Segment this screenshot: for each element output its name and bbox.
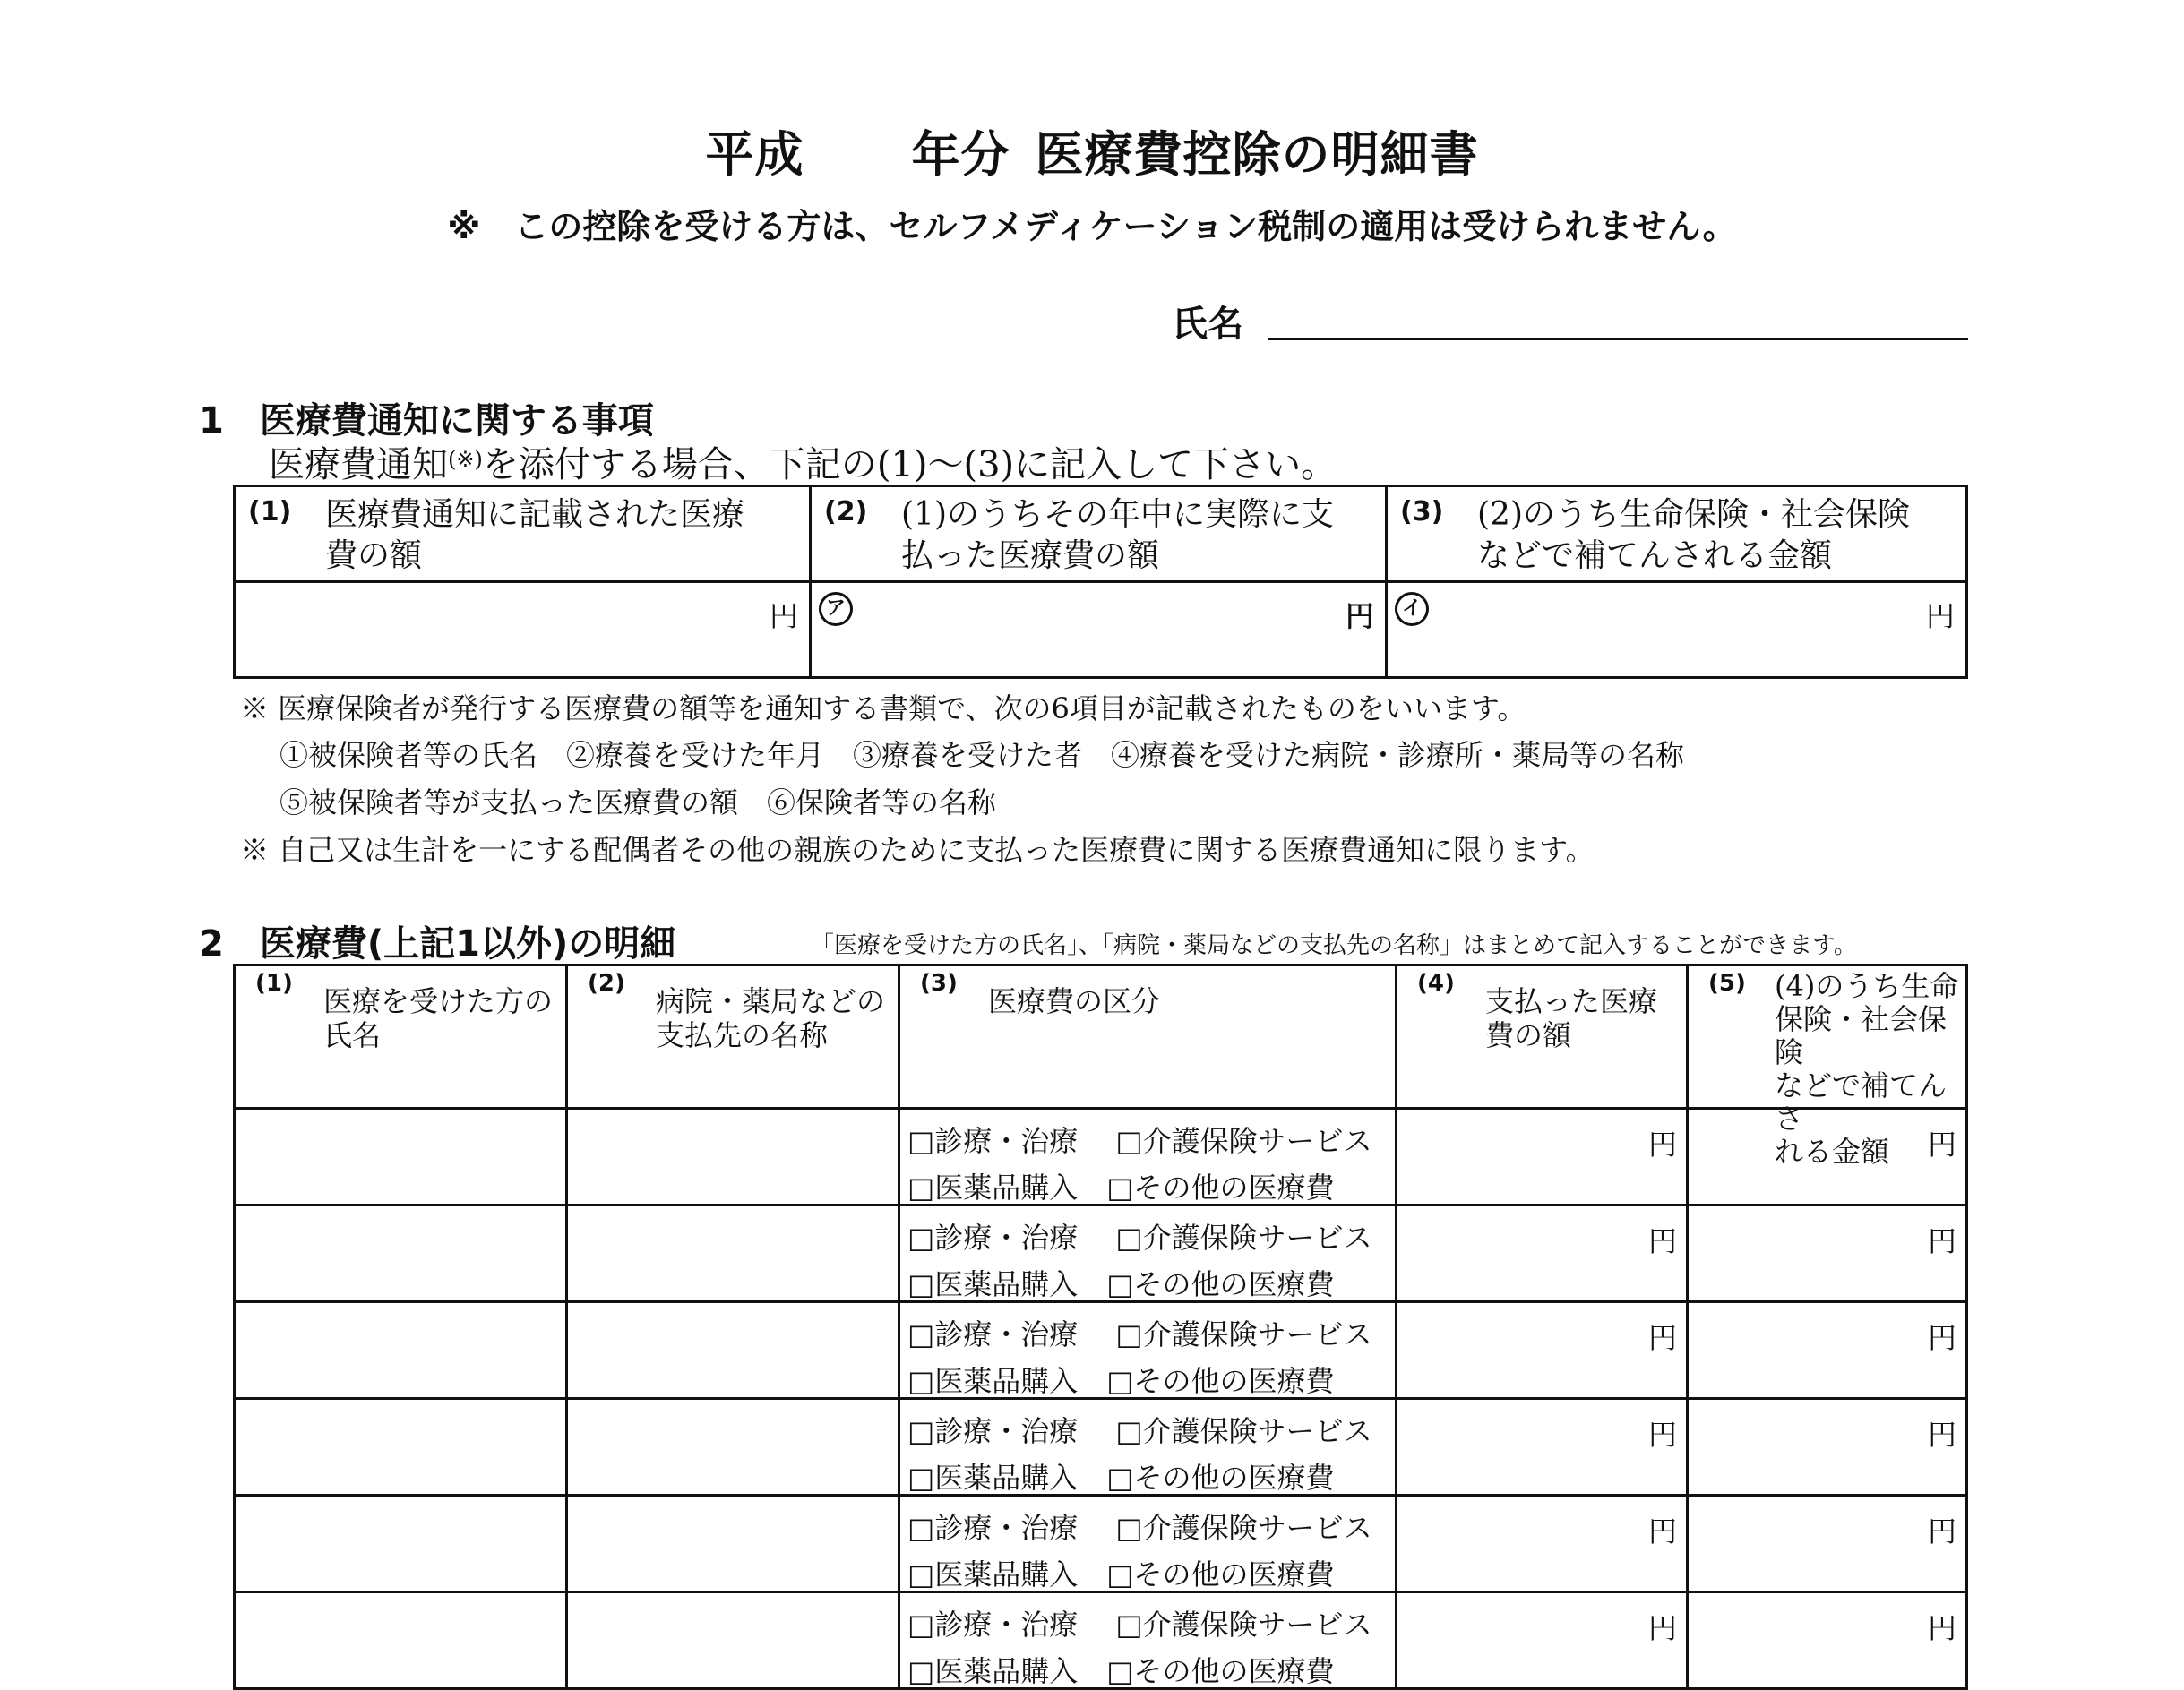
expense-col1-header: [235, 965, 567, 1109]
expense-col5-line3: などで補てんさ: [1775, 1068, 1948, 1136]
yen-unit: 円: [1647, 1321, 1677, 1355]
expense-col4-line2: 費の額: [1485, 1018, 1572, 1052]
expense-category-cell: [899, 1109, 1397, 1205]
yen-unit: 円: [1647, 1224, 1677, 1258]
section1-instruction-sup: (※): [448, 447, 483, 472]
notice-col2-num: (2): [824, 496, 868, 528]
payee-name-field[interactable]: [567, 1399, 899, 1496]
payee-name-field[interactable]: [567, 1109, 899, 1205]
payee-name-field[interactable]: [567, 1592, 899, 1689]
patient-name-field[interactable]: [235, 1496, 567, 1592]
name-field-line[interactable]: [1268, 338, 1968, 340]
self-medication-notice: ※ この控除を受ける方は、セルフメディケーション税制の適用は受けられません。: [447, 207, 1737, 246]
notice-col1-label-line2: 費の額: [325, 537, 423, 574]
paid-amount-field[interactable]: [1397, 1302, 1688, 1399]
circled-i-icon: イ: [1395, 592, 1429, 626]
medical-expense-table: [233, 964, 1968, 1690]
section1-instruction: [269, 446, 1337, 487]
table-row: [235, 1302, 1967, 1399]
reimbursed-amount-field[interactable]: [1688, 1592, 1967, 1689]
paid-amount-field[interactable]: [1397, 1205, 1688, 1302]
reimbursed-amount-field[interactable]: [1688, 1109, 1967, 1205]
payee-name-field[interactable]: [567, 1302, 899, 1399]
table-row: [235, 1592, 1967, 1689]
expense-col5-header: [1688, 965, 1967, 1169]
reimbursed-amount-field[interactable]: [1688, 1399, 1967, 1496]
page-title: [0, 116, 2184, 185]
expense-col5-line1: (4)のうち生命: [1775, 969, 1959, 1003]
section1-note-3: ⑤被保険者等が支払った医療費の額 ⑥保険者等の名称: [279, 785, 997, 819]
title-year-suffix: 年分: [911, 126, 1010, 183]
category-options-line2[interactable]: □医薬品購入 □その他の医療費: [907, 1557, 1335, 1591]
expense-category-cell: [899, 1399, 1397, 1496]
expense-rows: [235, 1109, 1967, 1689]
section2-heading: 2 医療費(上記1以外)の明細: [199, 923, 676, 965]
section1-note-1: ※ 医療保険者が発行する医療費の額等を通知する書類で、次の6項目が記載されたものをいいます。: [240, 691, 1526, 725]
table-row: [235, 1399, 1967, 1496]
notice-col2-header: [811, 486, 1387, 582]
section1-instruction-a: 医療費通知: [269, 444, 448, 485]
circled-a-icon: ア: [819, 592, 853, 626]
notice-amount-field-2[interactable]: [811, 582, 1387, 678]
reimbursed-amount-field[interactable]: [1688, 1205, 1967, 1302]
yen-unit: 円: [1647, 1611, 1677, 1645]
expense-col5-line4: れる金額: [1775, 1135, 1890, 1169]
yen-unit: 円: [1927, 1128, 1956, 1162]
expense-col2-num: (2): [588, 970, 625, 997]
patient-name-field[interactable]: [235, 1205, 567, 1302]
expense-col2-header: [567, 965, 899, 1109]
yen-unit: 円: [1647, 1128, 1677, 1162]
yen-unit: 円: [1927, 1611, 1956, 1645]
table-row: [235, 1205, 1967, 1302]
patient-name-field[interactable]: [235, 1399, 567, 1496]
name-label: 氏名: [1172, 304, 1243, 345]
expense-col2-line1: 病院・薬局などの: [656, 984, 886, 1018]
yen-unit: 円: [1927, 1418, 1956, 1452]
expense-col2-line2: 支払先の名称: [656, 1018, 829, 1052]
expense-col3-num: (3): [920, 970, 958, 997]
payee-name-field[interactable]: [567, 1496, 899, 1592]
expense-col1-num: (1): [255, 970, 293, 997]
paid-amount-field[interactable]: [1397, 1592, 1688, 1689]
patient-name-field[interactable]: [235, 1302, 567, 1399]
section1-note-4: ※ 自己又は生計を一にする配偶者その他の親族のために支払った医療費に関する医療費通知に限ります。: [240, 833, 1595, 867]
expense-category-cell: [899, 1592, 1397, 1689]
category-options-line2[interactable]: □医薬品購入 □その他の医療費: [907, 1461, 1335, 1495]
notice-col1-header: [235, 486, 811, 582]
section1-heading: 1 医療費通知に関する事項: [199, 400, 654, 442]
yen-unit: 円: [1927, 1321, 1956, 1355]
expense-col5-line2: 保険・社会保険: [1775, 1002, 1948, 1069]
yen-unit: 円: [1927, 1224, 1956, 1258]
expense-col3-line1: 医療費の区分: [988, 984, 1161, 1018]
section1-note-2: ①被保険者等の氏名 ②療養を受けた年月 ③療養を受けた者 ④療養を受けた病院・診療所・薬局等の名称: [279, 738, 1685, 772]
expense-col5-num: (5): [1708, 970, 1746, 997]
yen-unit: 円: [1647, 1418, 1677, 1452]
notice-col3-label-line2: などで補てんされる金額: [1477, 537, 1833, 574]
notice-col3-label-line1: (2)のうち生命保険・社会保険: [1477, 496, 1910, 533]
category-options-line1[interactable]: □診療・治療 □介護保険サービス: [907, 1414, 1372, 1448]
table-row: [235, 1109, 1967, 1205]
expense-col1-line2: 氏名: [323, 1018, 382, 1052]
category-options-line1[interactable]: □診療・治療 □介護保険サービス: [907, 1317, 1372, 1351]
table-row: [235, 1496, 1967, 1592]
notice-col1-label-line1: 医療費通知に記載された医療: [325, 496, 745, 533]
expense-col3-header: [899, 965, 1397, 1109]
yen-unit: 円: [769, 599, 798, 633]
notice-col3-num: (3): [1400, 496, 1444, 528]
notice-col2-label-line2: 払った医療費の額: [901, 537, 1160, 574]
expense-col4-header: [1397, 965, 1688, 1109]
title-doc-name: 医療費控除の明細書: [1035, 126, 1479, 183]
paid-amount-field[interactable]: [1397, 1399, 1688, 1496]
notice-col3-header: [1387, 486, 1967, 582]
expense-col1-line1: 医療を受けた方の: [323, 984, 554, 1018]
title-era: 平成: [705, 126, 804, 183]
category-options-line1[interactable]: □診療・治療 □介護保険サービス: [907, 1608, 1372, 1642]
patient-name-field[interactable]: [235, 1109, 567, 1205]
category-options-line1[interactable]: □診療・治療 □介護保険サービス: [907, 1221, 1372, 1255]
yen-unit: 円: [1647, 1514, 1677, 1548]
section1-instruction-b: を添付する場合、下記の(1)～(3)に記入して下さい。: [482, 444, 1337, 485]
patient-name-field[interactable]: [235, 1592, 567, 1689]
expense-category-cell: [899, 1205, 1397, 1302]
notice-amount-field-3[interactable]: [1387, 582, 1967, 678]
reimbursed-amount-field[interactable]: [1688, 1302, 1967, 1399]
category-options-line2[interactable]: □医薬品購入 □その他の医療費: [907, 1654, 1335, 1688]
category-options-line2[interactable]: □医薬品購入 □その他の医療費: [907, 1267, 1335, 1301]
reimbursed-amount-field[interactable]: [1688, 1496, 1967, 1592]
yen-unit: 円: [1345, 599, 1374, 633]
notice-col2-label-line1: (1)のうちその年中に実際に支: [901, 496, 1334, 533]
expense-category-cell: [899, 1302, 1397, 1399]
payee-name-field[interactable]: [567, 1205, 899, 1302]
category-options-line2[interactable]: □医薬品購入 □その他の医療費: [907, 1364, 1335, 1398]
medical-notice-table: [233, 485, 1968, 679]
expense-col4-line1: 支払った医療: [1485, 984, 1658, 1018]
section2-hint: 「医療を受けた方の氏名」、「病院・薬局などの支払先の名称」はまとめて記入することができます。: [811, 932, 1857, 959]
expense-col4-num: (4): [1417, 970, 1455, 997]
expense-category-cell: [899, 1496, 1397, 1592]
notice-amount-field-1[interactable]: [235, 582, 811, 678]
paid-amount-field[interactable]: [1397, 1496, 1688, 1592]
category-options-line1[interactable]: □診療・治療 □介護保険サービス: [907, 1124, 1372, 1158]
notice-col1-num: (1): [248, 496, 292, 528]
category-options-line2[interactable]: □医薬品購入 □その他の医療費: [907, 1171, 1335, 1205]
category-options-line1[interactable]: □診療・治療 □介護保険サービス: [907, 1511, 1372, 1545]
paid-amount-field[interactable]: [1397, 1109, 1688, 1205]
yen-unit: 円: [1925, 599, 1955, 633]
yen-unit: 円: [1927, 1514, 1956, 1548]
